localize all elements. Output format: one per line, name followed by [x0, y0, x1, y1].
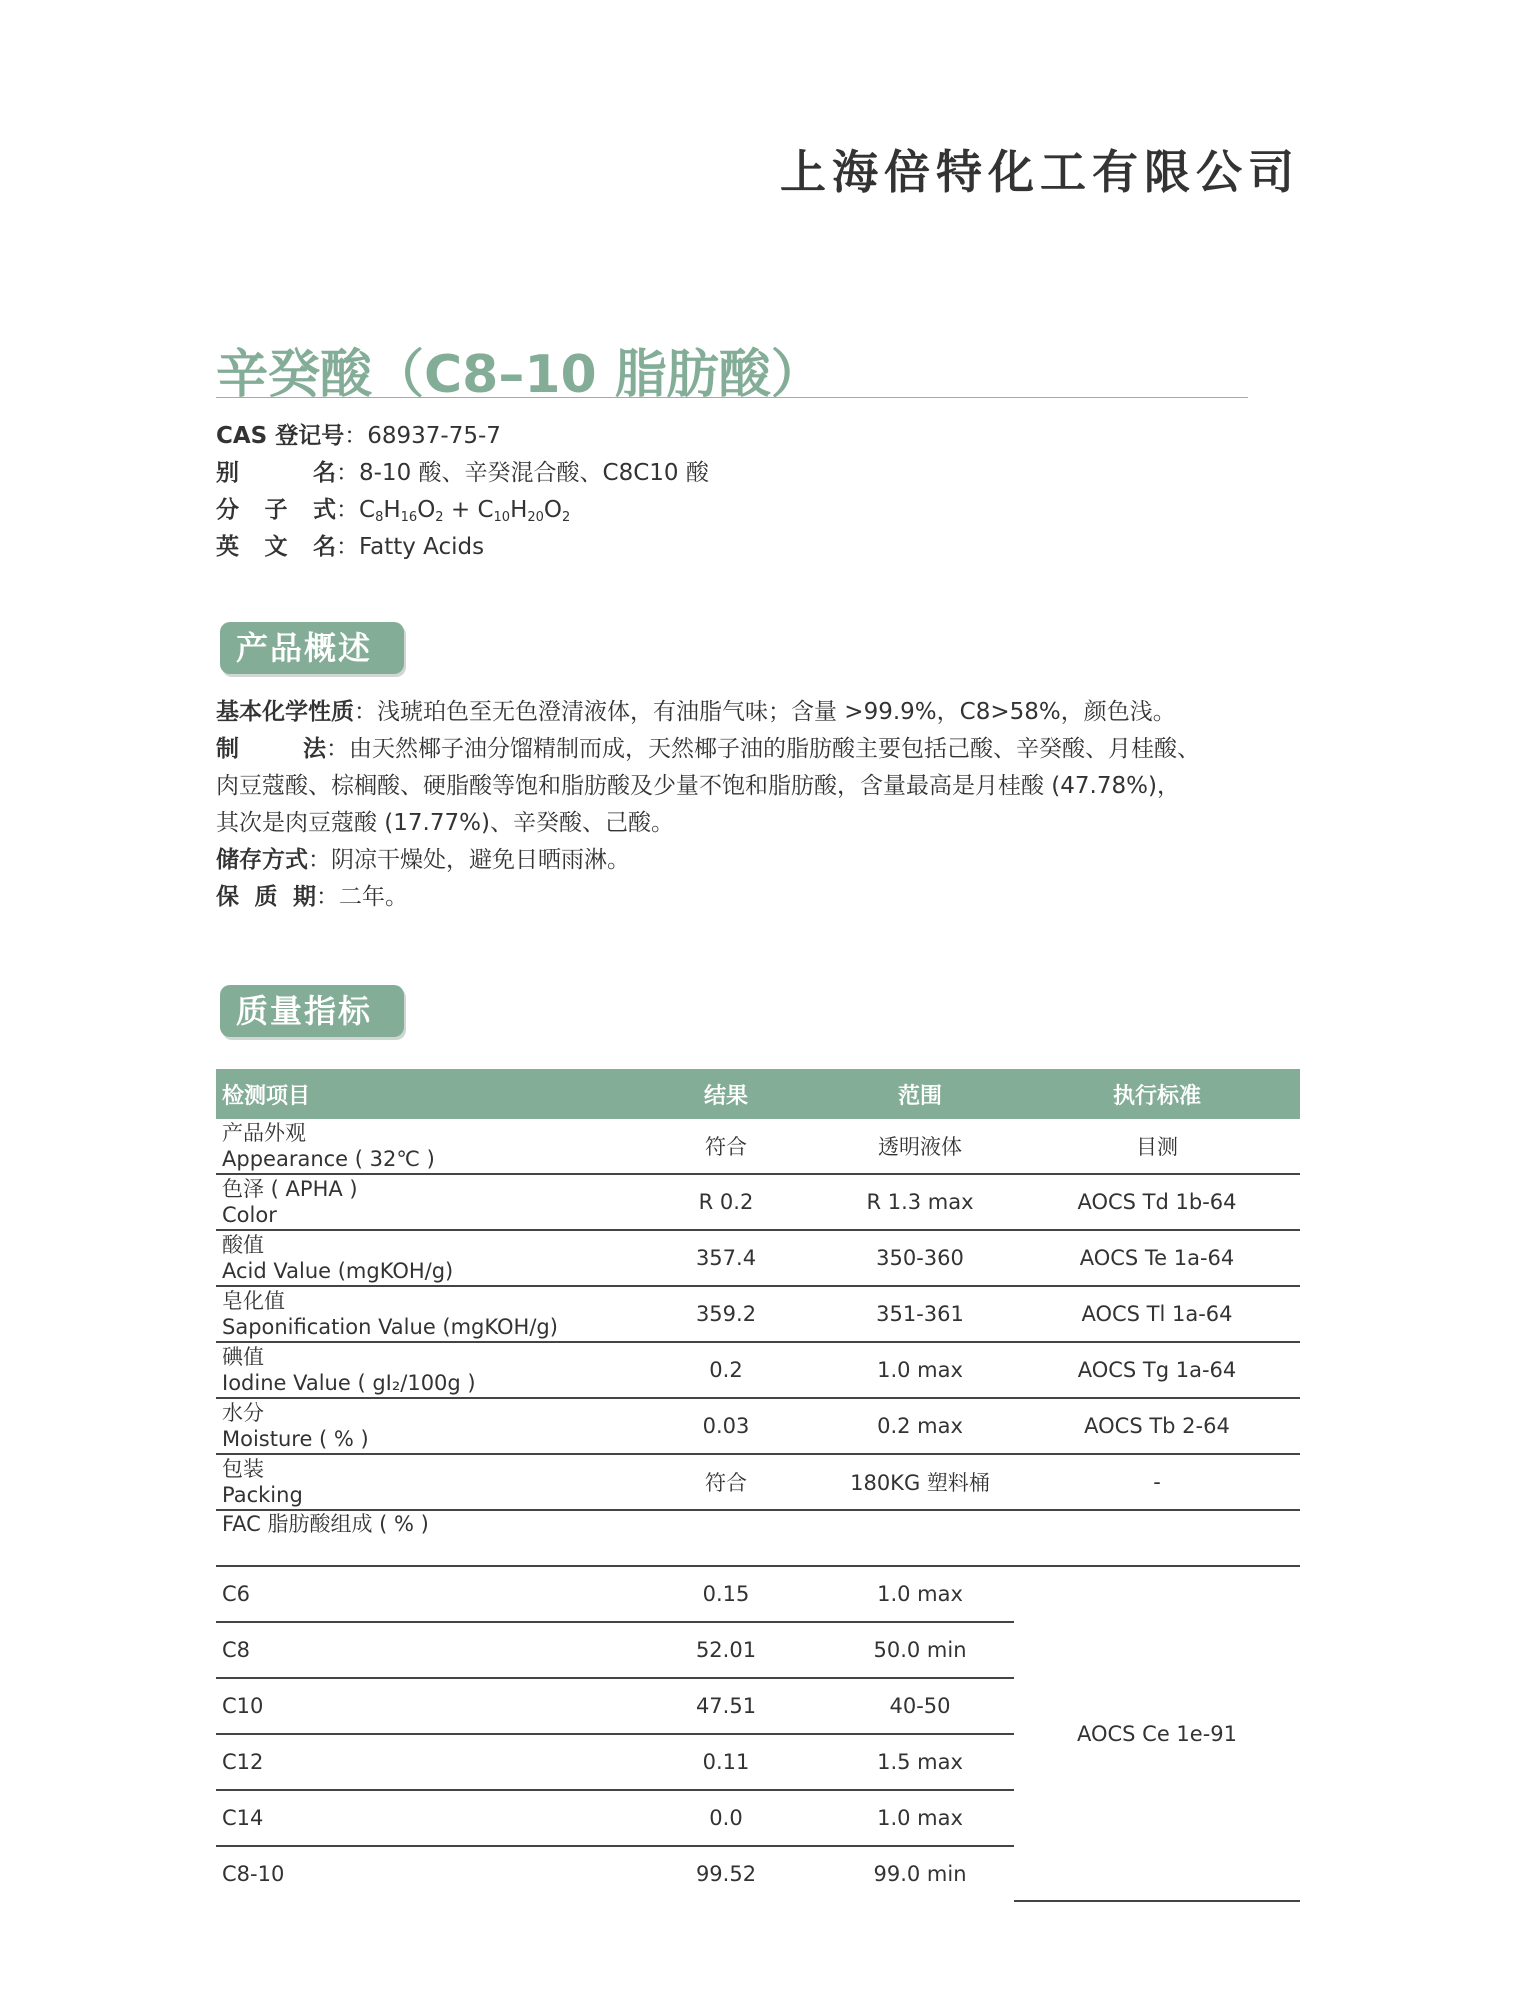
fac-item: C8 [216, 1622, 626, 1678]
standard-cell: AOCS Te 1a-64 [1014, 1230, 1300, 1286]
item-en: Acid Value (mgKOH/g) [222, 1259, 454, 1283]
method-label: 制 法 [216, 736, 326, 762]
props-label: 基本化学性质 [216, 699, 354, 725]
range-cell: 0.2 max [826, 1398, 1014, 1454]
cas-row: CAS 登记号：68937-75-7 [216, 418, 709, 455]
fac-label: FAC 脂肪酸组成 ( % ) [216, 1510, 1300, 1566]
shelf-line: 保 质 期：二年。 [216, 879, 1256, 916]
shelf-value: 二年。 [339, 884, 408, 910]
props-line: 基本化学性质：浅琥珀色至无色澄清液体，有油脂气味；含量 >99.9%，C8>58%，颜色浅。 [216, 699, 1176, 725]
range-cell: 350-360 [826, 1230, 1014, 1286]
storage-label: 储存方式 [216, 847, 308, 873]
header-standard: 执行标准 [1014, 1069, 1300, 1119]
header-item: 检测项目 [216, 1069, 626, 1119]
formula-row: 分 子 式：$C_8H_{16}O_2 + C_{10}H_{20}O_2$ [216, 492, 709, 529]
item-en: Appearance ( 32℃ ) [222, 1147, 435, 1171]
item-cn: 产品外观 [222, 1121, 306, 1145]
fac-standard: AOCS Ce 1e-91 [1014, 1566, 1300, 1901]
standard-cell: AOCS Tb 2-64 [1014, 1398, 1300, 1454]
item-en: Moisture ( % ) [222, 1427, 369, 1451]
alias-label: 别 名 [216, 460, 336, 486]
alias-value: 8-10 酸、辛癸混合酸、C8C10 酸 [359, 460, 709, 486]
overview-body [216, 694, 1256, 916]
fac-item: C10 [216, 1678, 626, 1734]
item-cn: 包装 [222, 1457, 264, 1481]
header-result: 结果 [626, 1069, 826, 1119]
range-cell: 1.0 max [826, 1342, 1014, 1398]
fac-item: C14 [216, 1790, 626, 1846]
table-row [216, 1230, 1300, 1286]
fac-range: 50.0 min [826, 1622, 1014, 1678]
standard-cell: AOCS Tl 1a-64 [1014, 1286, 1300, 1342]
fac-item: C12 [216, 1734, 626, 1790]
fac-range: 99.0 min [873, 1862, 967, 1886]
table-row [216, 1342, 1300, 1398]
header-range: 范围 [826, 1069, 1014, 1119]
section-quality-tag: 质量指标 [220, 985, 404, 1037]
item-en: Packing [222, 1483, 303, 1507]
result-cell: 359.2 [626, 1286, 826, 1342]
fac-item: C6 [216, 1566, 626, 1622]
product-title: 辛癸酸（C8–10 脂肪酸） [216, 345, 823, 405]
fac-item: C8-10 [222, 1862, 285, 1886]
method-line: 制 法：由天然椰子油分馏精制而成，天然椰子油的脂肪酸主要包括己酸、辛癸酸、月桂酸、 [216, 731, 1256, 768]
range-cell: 351-361 [826, 1286, 1014, 1342]
fac-result: 0.0 [626, 1790, 826, 1846]
alias-row: 别 名：8-10 酸、辛癸混合酸、C8C10 酸 [216, 455, 709, 492]
table-row [216, 1119, 1300, 1174]
item-en: Color [222, 1203, 277, 1227]
item-cn: 水分 [222, 1401, 264, 1425]
shelf-label: 保 质 期 [216, 884, 316, 910]
table-row [216, 1454, 1300, 1510]
english-name-label: 英 文 名 [216, 534, 336, 560]
item-en: Saponification Value (mgKOH/g) [222, 1315, 558, 1339]
result-cell: 符合 [626, 1119, 826, 1174]
range-cell: 透明液体 [826, 1119, 1014, 1174]
fac-range: 40-50 [826, 1678, 1014, 1734]
cas-label: CAS 登记号 [216, 423, 345, 449]
standard-cell: - [1014, 1454, 1300, 1510]
table-row [216, 1398, 1300, 1454]
method-line-3: 其次是肉豆蔻酸 (17.77%)、辛癸酸、己酸。 [216, 810, 674, 836]
fac-header-row [216, 1510, 1300, 1566]
result-cell: 0.2 [626, 1342, 826, 1398]
fac-range: 1.0 max [826, 1790, 1014, 1846]
method-line-2: 肉豆蔻酸、棕榈酸、硬脂酸等饱和脂肪酸及少量不饱和脂肪酸，含量最高是月桂酸 (47.78%)， [216, 773, 1180, 799]
table-row [216, 1174, 1300, 1230]
result-cell: 符合 [626, 1454, 826, 1510]
item-cn: 皂化值 [222, 1289, 285, 1313]
storage-line: 储存方式：阴凉干燥处，避免日晒雨淋。 [216, 847, 630, 873]
storage-value: 阴凉干燥处，避免日晒雨淋。 [331, 847, 630, 873]
fac-result: 0.15 [626, 1566, 826, 1622]
company-name: 上海倍特化工有限公司 [780, 145, 1300, 199]
fac-result: 0.11 [626, 1734, 826, 1790]
section-overview-tag: 产品概述 [220, 622, 404, 674]
standard-cell: AOCS Td 1b-64 [1014, 1174, 1300, 1230]
quality-spec-table [216, 1069, 1300, 1902]
item-cn: 酸值 [222, 1233, 264, 1257]
formula-value: $C_8H_{16}O_2 + C_{10}H_{20}O_2$ [359, 497, 571, 525]
table-header-row [216, 1069, 1300, 1119]
standard-cell: 目测 [1014, 1119, 1300, 1174]
formula-label: 分 子 式 [216, 497, 336, 523]
fac-result: 99.52 [695, 1862, 757, 1886]
cas-value: 68937-75-7 [367, 423, 501, 449]
method-text-1: 由天然椰子油分馏精制而成，天然椰子油的脂肪酸主要包括己酸、辛癸酸、月桂酸、 [349, 736, 1200, 762]
product-info [216, 418, 709, 566]
title-divider [216, 397, 1248, 398]
item-cn: 色泽 ( APHA ) [222, 1177, 358, 1201]
item-en: Iodine Value ( gI₂/100g ) [222, 1371, 476, 1395]
standard-cell: AOCS Tg 1a-64 [1014, 1342, 1300, 1398]
result-cell: 357.4 [626, 1230, 826, 1286]
fac-range: 1.5 max [826, 1734, 1014, 1790]
range-cell: 180KG 塑料桶 [826, 1454, 1014, 1510]
fac-result: 52.01 [626, 1622, 826, 1678]
fac-row [216, 1566, 1300, 1622]
result-cell: R 0.2 [626, 1174, 826, 1230]
english-name-row: 英 文 名：Fatty Acids [216, 529, 709, 566]
fac-range: 1.0 max [826, 1566, 1014, 1622]
table-row [216, 1286, 1300, 1342]
item-cn: 碘值 [222, 1345, 264, 1369]
fac-result: 47.51 [626, 1678, 826, 1734]
range-cell: R 1.3 max [826, 1174, 1014, 1230]
result-cell: 0.03 [626, 1398, 826, 1454]
props-value: 浅琥珀色至无色澄清液体，有油脂气味；含量 >99.9%，C8>58%，颜色浅。 [377, 699, 1176, 725]
english-name-value: Fatty Acids [359, 534, 485, 560]
